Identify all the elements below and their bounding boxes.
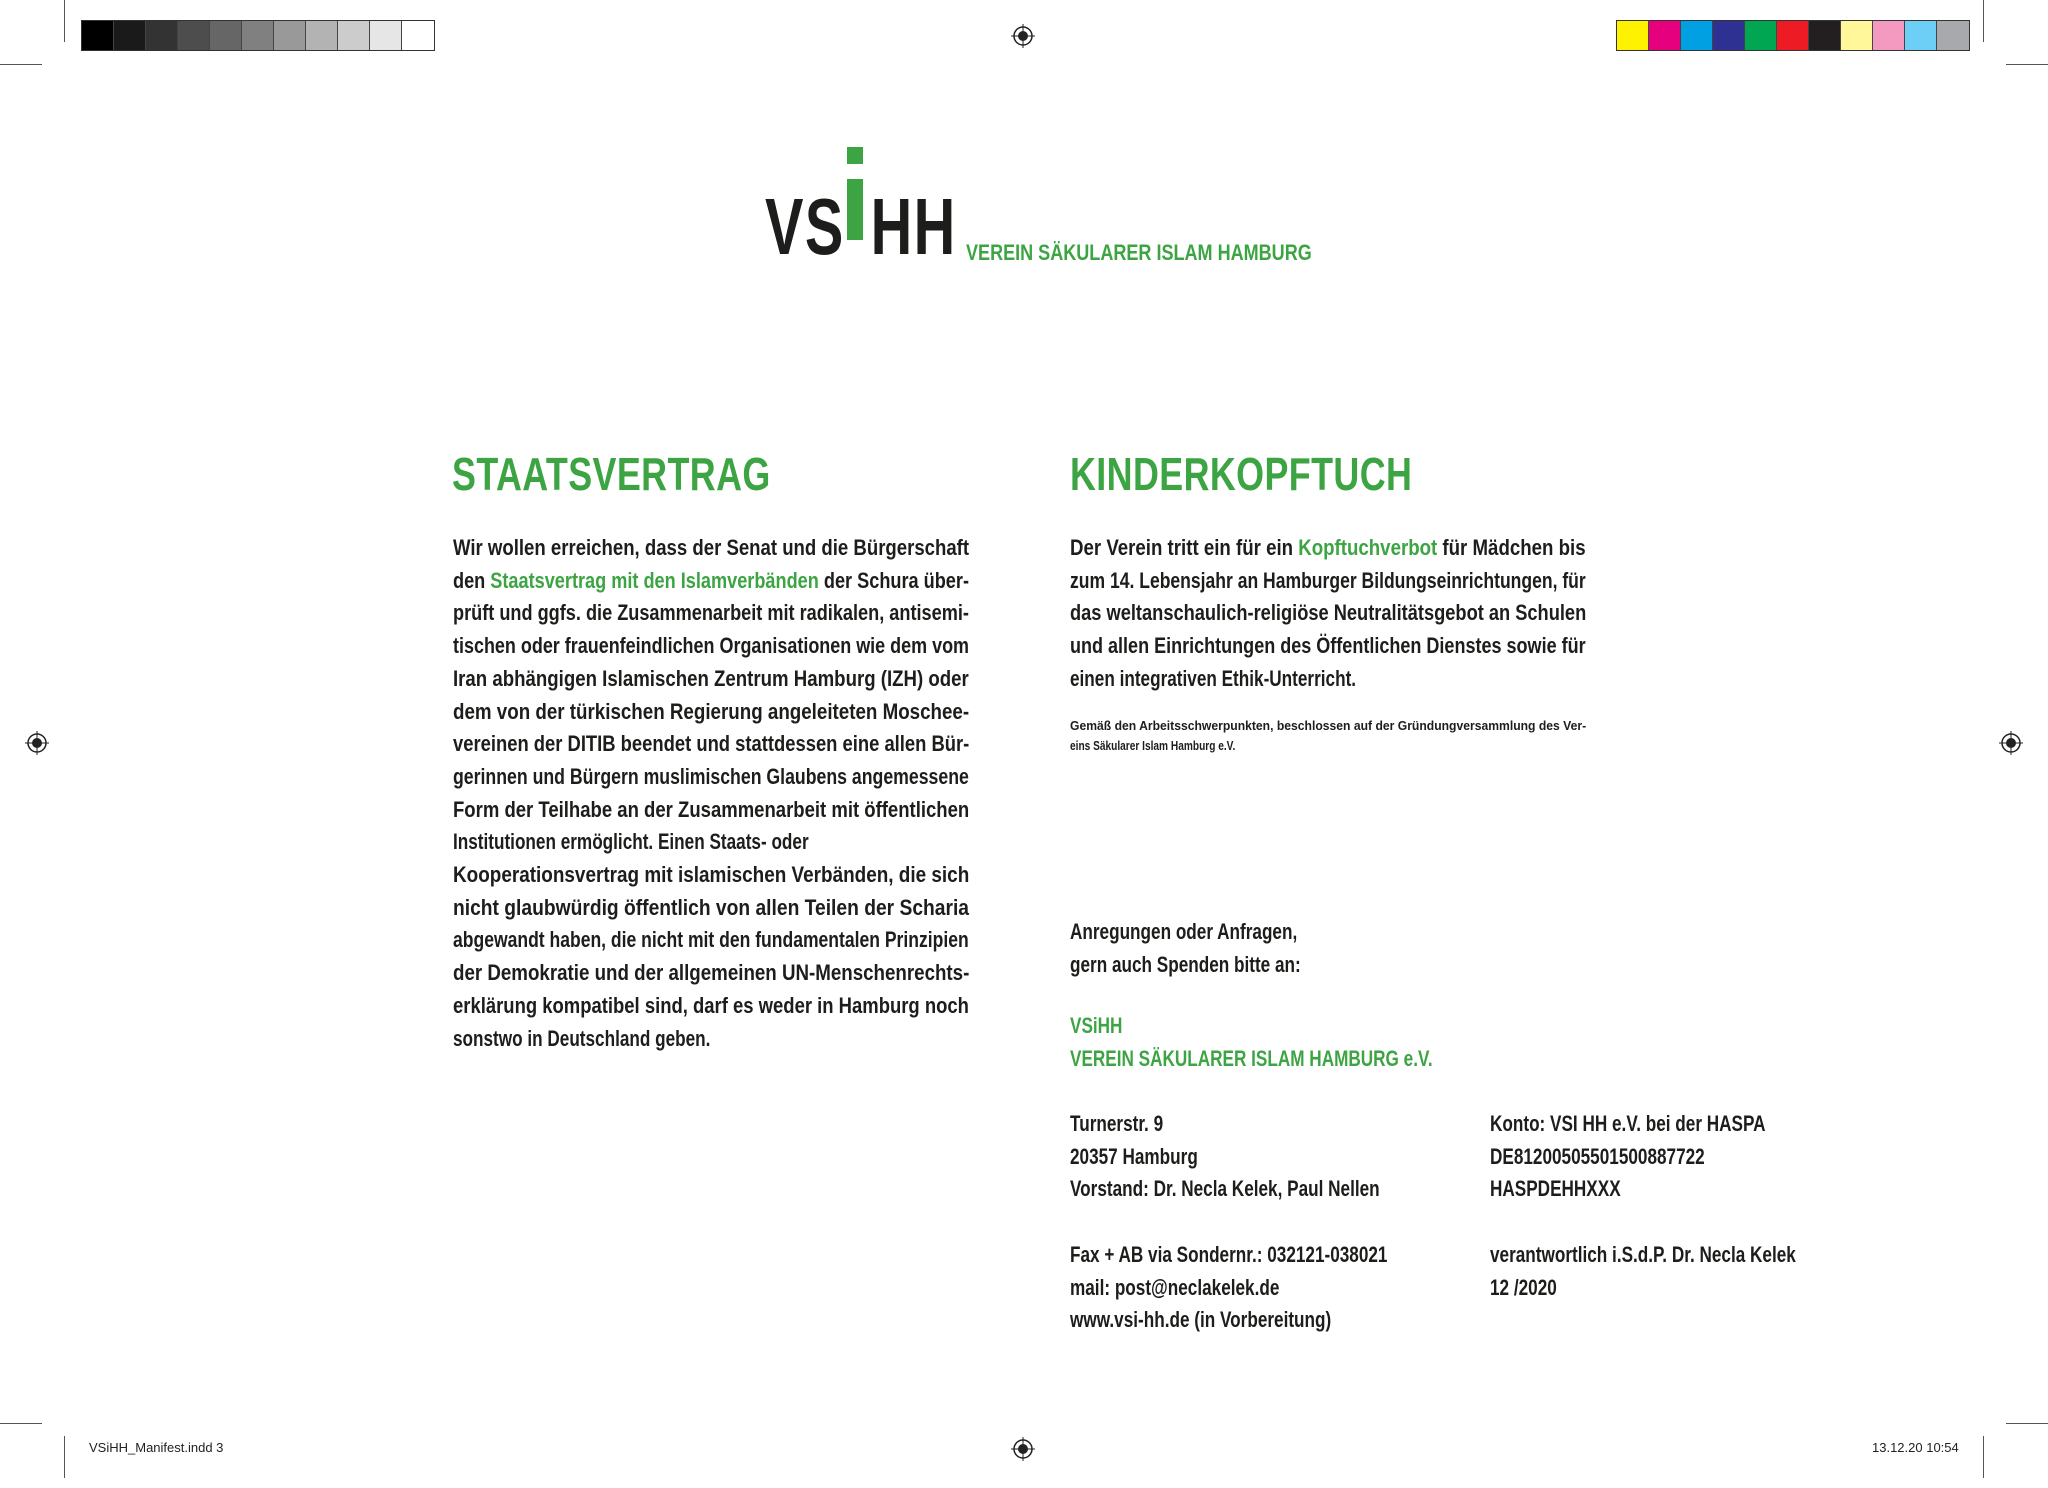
logo-subtitle: VEREIN SÄKULARER ISLAM HAMBURG [966, 240, 1312, 265]
text-run: Turnerstr. 9 [1070, 1111, 1164, 1136]
body-line [453, 794, 970, 827]
registration-mark-icon [1011, 24, 1035, 48]
text-run: Gemäß den Arbeitsschwerpunkten, beschlossen auf der Gründungversammlung des Ver- [1070, 718, 1587, 733]
note-line [1070, 736, 1472, 756]
text-run: vereinen der DITIB beendet und stattdessen eine allen Bür- [453, 731, 970, 757]
contact-line [1070, 1141, 1380, 1174]
body-line [1070, 565, 1586, 598]
process-color-bar [1616, 20, 1970, 51]
color-swatch [1649, 21, 1681, 50]
text-run: prüft und ggfs. die Zusammenarbeit mit radikalen, antisemi- [453, 600, 969, 626]
text-run: den [453, 567, 491, 593]
highlighted-phrase: Kopftuchverbot [1298, 535, 1438, 560]
text-run: eins Säkularer Islam Hamburg e.V. [1070, 738, 1236, 753]
responsibility-notice [1490, 1239, 1882, 1304]
text-run: HASPDEHHXXX [1490, 1176, 1621, 1202]
text-run: nicht glaubwürdig öffentlich von allen Teilen der Scharia [453, 894, 970, 920]
body-line [1070, 597, 1587, 630]
kinderkopftuch-heading: KINDERKOPFTUCH [1070, 448, 1413, 500]
body-line [1070, 630, 1586, 663]
color-swatch [1905, 21, 1937, 50]
footer-filename: VSiHH_Manifest.indd 3 [89, 1440, 224, 1455]
gray-swatch [242, 21, 274, 50]
contact-line [1070, 1272, 1387, 1305]
text-run: VSiHH [1070, 1013, 1123, 1038]
gray-swatch [338, 21, 370, 50]
registration-mark-icon [1999, 731, 2023, 755]
contact-line [1490, 1173, 1766, 1206]
gray-swatch [82, 21, 114, 50]
color-swatch [1809, 21, 1841, 50]
logo-letters-hh: HH [870, 182, 957, 271]
body-line [453, 924, 969, 957]
grayscale-color-bar [81, 20, 435, 51]
text-run: verantwortlich i.S.d.P. Dr. Necla Kelek [1490, 1242, 1796, 1267]
contact-line [1070, 1043, 1433, 1076]
color-swatch [1681, 21, 1713, 50]
crop-mark [2006, 64, 2048, 65]
body-line [453, 1023, 855, 1056]
text-run: erklärung kompatibel sind, darf es weder in Hamburg noch [453, 992, 969, 1018]
body-line [453, 565, 969, 598]
text-run: dem von der türkischen Regierung angeleiteten Moschee- [453, 698, 970, 724]
gray-swatch [178, 21, 210, 50]
staatsvertrag-body [453, 532, 969, 1055]
color-swatch [1745, 21, 1777, 50]
text-run: tischen oder frauenfeindlichen Organisationen wie dem vom [453, 633, 970, 659]
body-line [1070, 532, 1586, 565]
bank-details [1490, 1108, 1843, 1206]
gray-swatch [370, 21, 402, 50]
gray-swatch [114, 21, 146, 50]
color-swatch [1873, 21, 1905, 50]
kinderkopftuch-body [1070, 532, 1586, 696]
contact-line [1490, 1239, 1796, 1272]
text-run: zum 14. Lebensjahr an Hamburger Bildungseinrichtungen, für [1070, 567, 1586, 593]
contact-line [1490, 1108, 1766, 1141]
contact-line [1070, 1010, 1433, 1043]
logo-letters-vs: VS [765, 182, 845, 271]
contact-intro [1070, 916, 1366, 981]
text-run: www.vsi-hh.de (in Vorbereitung) [1070, 1307, 1332, 1333]
staatsvertrag-heading: STAATSVERTRAG [452, 448, 771, 500]
logo-i-dot [847, 147, 863, 164]
text-run: Institutionen ermöglicht. Einen Staats- oder [453, 829, 809, 855]
body-line [453, 696, 970, 729]
text-run: Form der Teilhabe an der Zusammenarbeit mit öffentlichen [453, 796, 970, 822]
text-run: Konto: VSI HH e.V. bei der HASPA [1490, 1111, 1766, 1136]
crop-mark [64, 1436, 65, 1478]
contact-line [1490, 1272, 1796, 1305]
contact-line [1070, 1108, 1380, 1141]
body-line [453, 630, 970, 663]
text-run: der Schura über- [818, 567, 969, 593]
body-line [453, 532, 970, 565]
contact-line [1070, 1304, 1387, 1337]
color-swatch [1617, 21, 1649, 50]
gray-swatch [306, 21, 338, 50]
text-run: 12 /2020 [1490, 1274, 1557, 1300]
gray-swatch [274, 21, 306, 50]
logo-i-stem [847, 179, 863, 240]
contact-line [1490, 1141, 1766, 1174]
body-line [453, 990, 969, 1023]
crop-mark [64, 0, 65, 42]
postal-address [1070, 1108, 1467, 1206]
text-run: Iran abhängigen Islamischen Zentrum Hamburg (IZH) oder [453, 665, 969, 691]
contact-line [1070, 1173, 1380, 1206]
body-line [453, 728, 970, 761]
text-run: mail: post@neclakelek.de [1070, 1274, 1280, 1300]
gray-swatch [402, 21, 434, 50]
body-line [453, 859, 970, 892]
text-run: Fax + AB via Sondernr.: 032121-038021 [1070, 1242, 1388, 1267]
crop-mark [0, 64, 42, 65]
body-line [1070, 663, 1472, 696]
contact-line [1070, 916, 1301, 949]
text-run: für Mädchen bis [1437, 535, 1586, 560]
footer-timestamp: 13.12.20 10:54 [1872, 1440, 1959, 1455]
registration-mark-icon [25, 731, 49, 755]
body-line [453, 892, 970, 925]
text-run: einen integrativen Ethik-Unterricht. [1070, 665, 1357, 691]
body-line [453, 826, 855, 859]
color-swatch [1937, 21, 1969, 50]
note-line [1070, 716, 1587, 736]
text-run: gerinnen und Bürgern muslimischen Glaubens angemessene [453, 763, 969, 789]
crop-mark [2006, 1423, 2048, 1424]
text-run: und allen Einrichtungen des Öffentlichen Dienstes sowie für [1070, 633, 1586, 659]
text-run: 20357 Hamburg [1070, 1143, 1198, 1169]
text-run: sonstwo in Deutschland geben. [453, 1025, 711, 1051]
contact-channels [1070, 1239, 1477, 1337]
registration-mark-icon [1011, 1437, 1035, 1461]
text-run: Vorstand: Dr. Necla Kelek, Paul Nellen [1070, 1176, 1380, 1202]
text-run: Der Verein tritt ein für ein [1070, 535, 1299, 560]
color-swatch [1841, 21, 1873, 50]
gray-swatch [146, 21, 178, 50]
text-run: der Demokratie und der allgemeinen UN-Menschenrechts- [453, 960, 970, 986]
vsihh-logo [765, 147, 965, 271]
body-line [453, 957, 970, 990]
body-line [453, 761, 969, 794]
body-line [453, 663, 969, 696]
text-run: gern auch Spenden bitte an: [1070, 951, 1301, 977]
resolution-note [1070, 716, 1586, 756]
text-run: Anregungen oder Anfragen, [1070, 919, 1298, 944]
highlighted-phrase: Staatsvertrag mit den Islamverbänden [490, 567, 819, 593]
text-run: abgewandt haben, die nicht mit den fundamentalen Prinzipien [453, 927, 969, 953]
color-swatch [1777, 21, 1809, 50]
text-run: VEREIN SÄKULARER ISLAM HAMBURG e.V. [1070, 1045, 1433, 1071]
organization-name [1070, 1010, 1535, 1075]
contact-line [1070, 949, 1301, 982]
color-swatch [1713, 21, 1745, 50]
crop-mark [1983, 0, 1984, 42]
text-run: DE81200505501500887722 [1490, 1143, 1705, 1169]
contact-line [1070, 1239, 1387, 1272]
body-line [453, 597, 969, 630]
text-run: Kooperationsvertrag mit islamischen Verbänden, die sich [453, 862, 970, 888]
text-run: Wir wollen erreichen, dass der Senat und die Bürgerschaft [453, 535, 970, 560]
gray-swatch [210, 21, 242, 50]
crop-mark [1983, 1436, 1984, 1478]
text-run: das weltanschaulich-religiöse Neutralitätsgebot an Schulen [1070, 600, 1587, 626]
crop-mark [0, 1423, 42, 1424]
